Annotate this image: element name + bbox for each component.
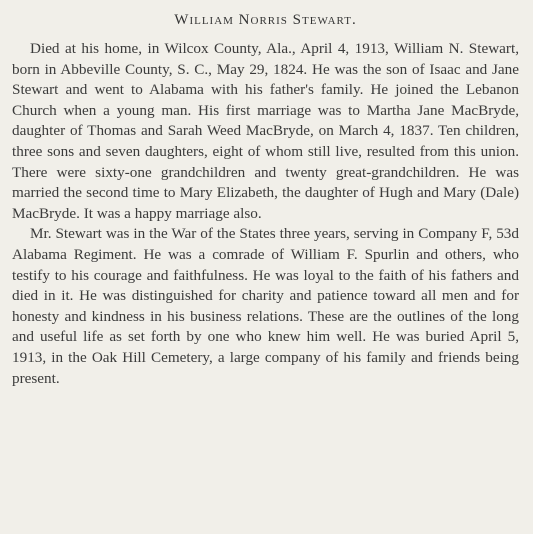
page-title: William Norris Stewart. [174,12,357,28]
obituary-paragraph-2: Mr. Stewart was in the War of the States three years, serving in Company F, 53d Alabama Regiment. He was a comrade of William F. Spurlin and others, who testify to his courage and faithfulness. He was loyal to the faith of his fathers and died in it. He was distinguished for charity and patience toward all men and for honesty and kindness in his business relations. These are the outlines of the long and useful life as set forth by one who knew him well. He was buried April 5, 1913, in the Oak Hill Cemetery, a large company of his family and friends being present. [12,225,519,387]
obituary-paragraph-1: Died at his home, in Wilcox County, Ala., April 4, 1913, William N. Stewart, born in Abbeville County, S. C., May 29, 1824. He was the son of Isaac and Jane Stewart and went to Alabama with his father's family. He joined the Lebanon Church when a young man. His first marriage was to Martha Jane MacBryde, daughter of Thomas and Sarah Weed MacBryde, on March 4, 1837. Ten children, three sons and seven daughters, eight of whom still live, resulted from this union. There were sixty-one grandchildren and twenty great-grandchildren. He was married the second time to Mary Elizabeth, the daughter of Hugh and Mary (Dale) MacBryde. It was a happy marriage also. [12,40,519,222]
